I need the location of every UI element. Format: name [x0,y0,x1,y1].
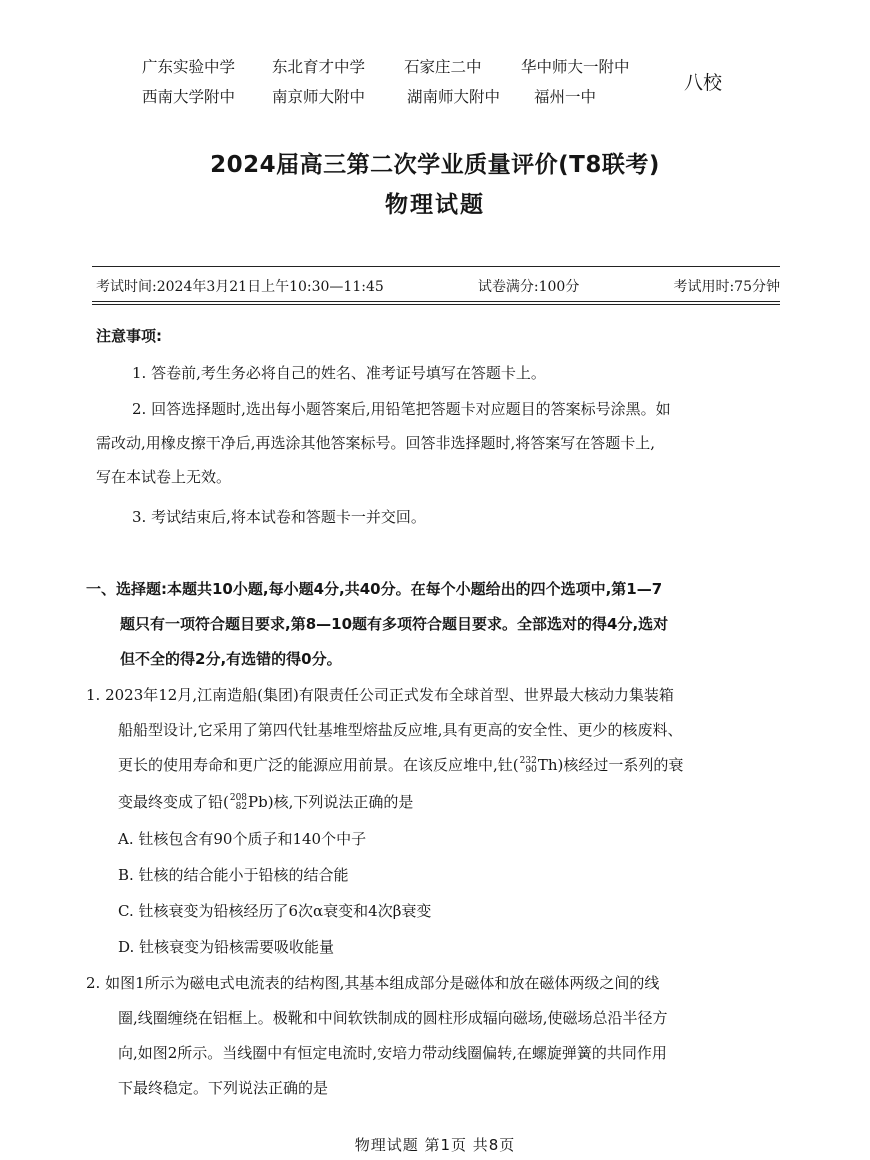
group-label: 八校 [684,72,723,94]
full-score: 试卷满分:100分 [477,279,580,295]
section-instructions-line: 题只有一项符合题目要求,第8—10题有多项符合题目要求。全部选对的得4分,选对 [120,615,669,633]
section-instructions-line: 一、选择题:本题共10小题,每小题4分,共40分。在每个小题给出的四个选项中,第1—7 [86,580,663,598]
exam-duration: 考试用时:75分钟 [673,279,780,295]
school-name: 石家庄二中 [404,58,482,76]
divider [92,304,780,305]
exam-time: 考试时间:2024年3月21日上午10:30—11:45 [96,279,384,295]
question-2-line: 圈,线圈缠绕在铝框上。极靴和中间软铁制成的圆柱形成辐向磁场,使磁场总沿半径方 [118,1009,668,1027]
question-1-line: 船船型设计,它采用了第四代钍基堆型熔盐反应堆,具有更高的安全性、更少的核废料、 [118,721,683,739]
school-list [142,52,702,112]
question-1-line [118,754,683,775]
option-b: B. 钍核的结合能小于铅核的结合能 [118,866,349,884]
thorium-atomic-number: 90 [525,765,537,775]
school-row [142,52,702,82]
notice-line: 1. 答卷前,考生务必将自己的姓名、准考证号填写在答题卡上。 [132,364,546,382]
notice-line: 3. 考试结束后,将本试卷和答题卡一并交回。 [132,508,426,526]
lead-isotope [230,794,247,812]
notice-line: 需改动,用橡皮擦干净后,再选涂其他答案标号。回答非选择题时,将答案写在答题卡上, [96,434,656,452]
school-name: 湖南师大附中 [407,88,501,106]
thorium-mass-number: 232 [519,756,537,766]
question-1-line: 1. 2023年12月,江南造船(集团)有限责任公司正式发布全球首型、世界最大核动力集装箱 [86,686,674,704]
exam-title: 2024届高三第二次学业质量评价(T8联考) [210,152,660,178]
exam-subject: 物理试题 [385,192,485,218]
school-name: 东北育才中学 [272,58,366,76]
divider [92,301,780,302]
section-instructions [120,648,342,669]
question-1-text: 更长的使用寿命和更广泛的能源应用前景。在该反应堆中,钍( [118,756,519,774]
section-instructions [86,578,662,599]
divider [92,266,780,267]
school-name: 西南大学附中 [142,88,236,106]
question-1-text: Th)核经过一系列的衰 [537,756,684,774]
school-name: 广东实验中学 [142,58,236,76]
notice-line: 写在本试卷上无效。 [96,468,232,486]
question-1-text: Pb)核,下列说法正确的是 [248,793,414,811]
question-2-line: 下最终稳定。下列说法正确的是 [118,1079,329,1097]
school-name: 南京师大附中 [272,88,366,106]
option-c: C. 钍核衰变为铅核经历了6次α衰变和4次β衰变 [118,902,432,920]
school-name: 福州一中 [534,88,597,106]
question-1-line [118,791,413,812]
notice-line: 2. 回答选择题时,选出每小题答案后,用铅笔把答题卡对应题目的答案标号涂黑。如 [132,400,671,418]
notice-heading: 注意事项: [96,327,162,345]
question-2-line: 向,如图2所示。当线圈中有恒定电流时,安培力带动线圈偏转,在螺旋弹簧的共同作用 [118,1044,667,1062]
lead-mass-number: 208 [229,793,248,803]
thorium-isotope [520,757,537,775]
question-2-line: 2. 如图1所示为磁电式电流表的结构图,其基本组成部分是磁体和放在磁体两级之间的线 [86,974,660,992]
option-d: D. 钍核衰变为铅核需要吸收能量 [118,938,335,956]
exam-info [96,276,780,296]
section-instructions-line: 但不全的得2分,有选错的得0分。 [120,650,342,668]
question-1-text: 变最终变成了铅( [118,793,229,811]
page-footer: 物理试题 第1页 共8页 [354,1136,516,1154]
school-name: 华中师大一附中 [521,58,630,76]
option-a: A. 钍核包含有90个质子和140个中子 [118,830,367,848]
section-instructions [120,613,668,634]
school-row [142,82,702,112]
lead-atomic-number: 82 [235,802,248,812]
